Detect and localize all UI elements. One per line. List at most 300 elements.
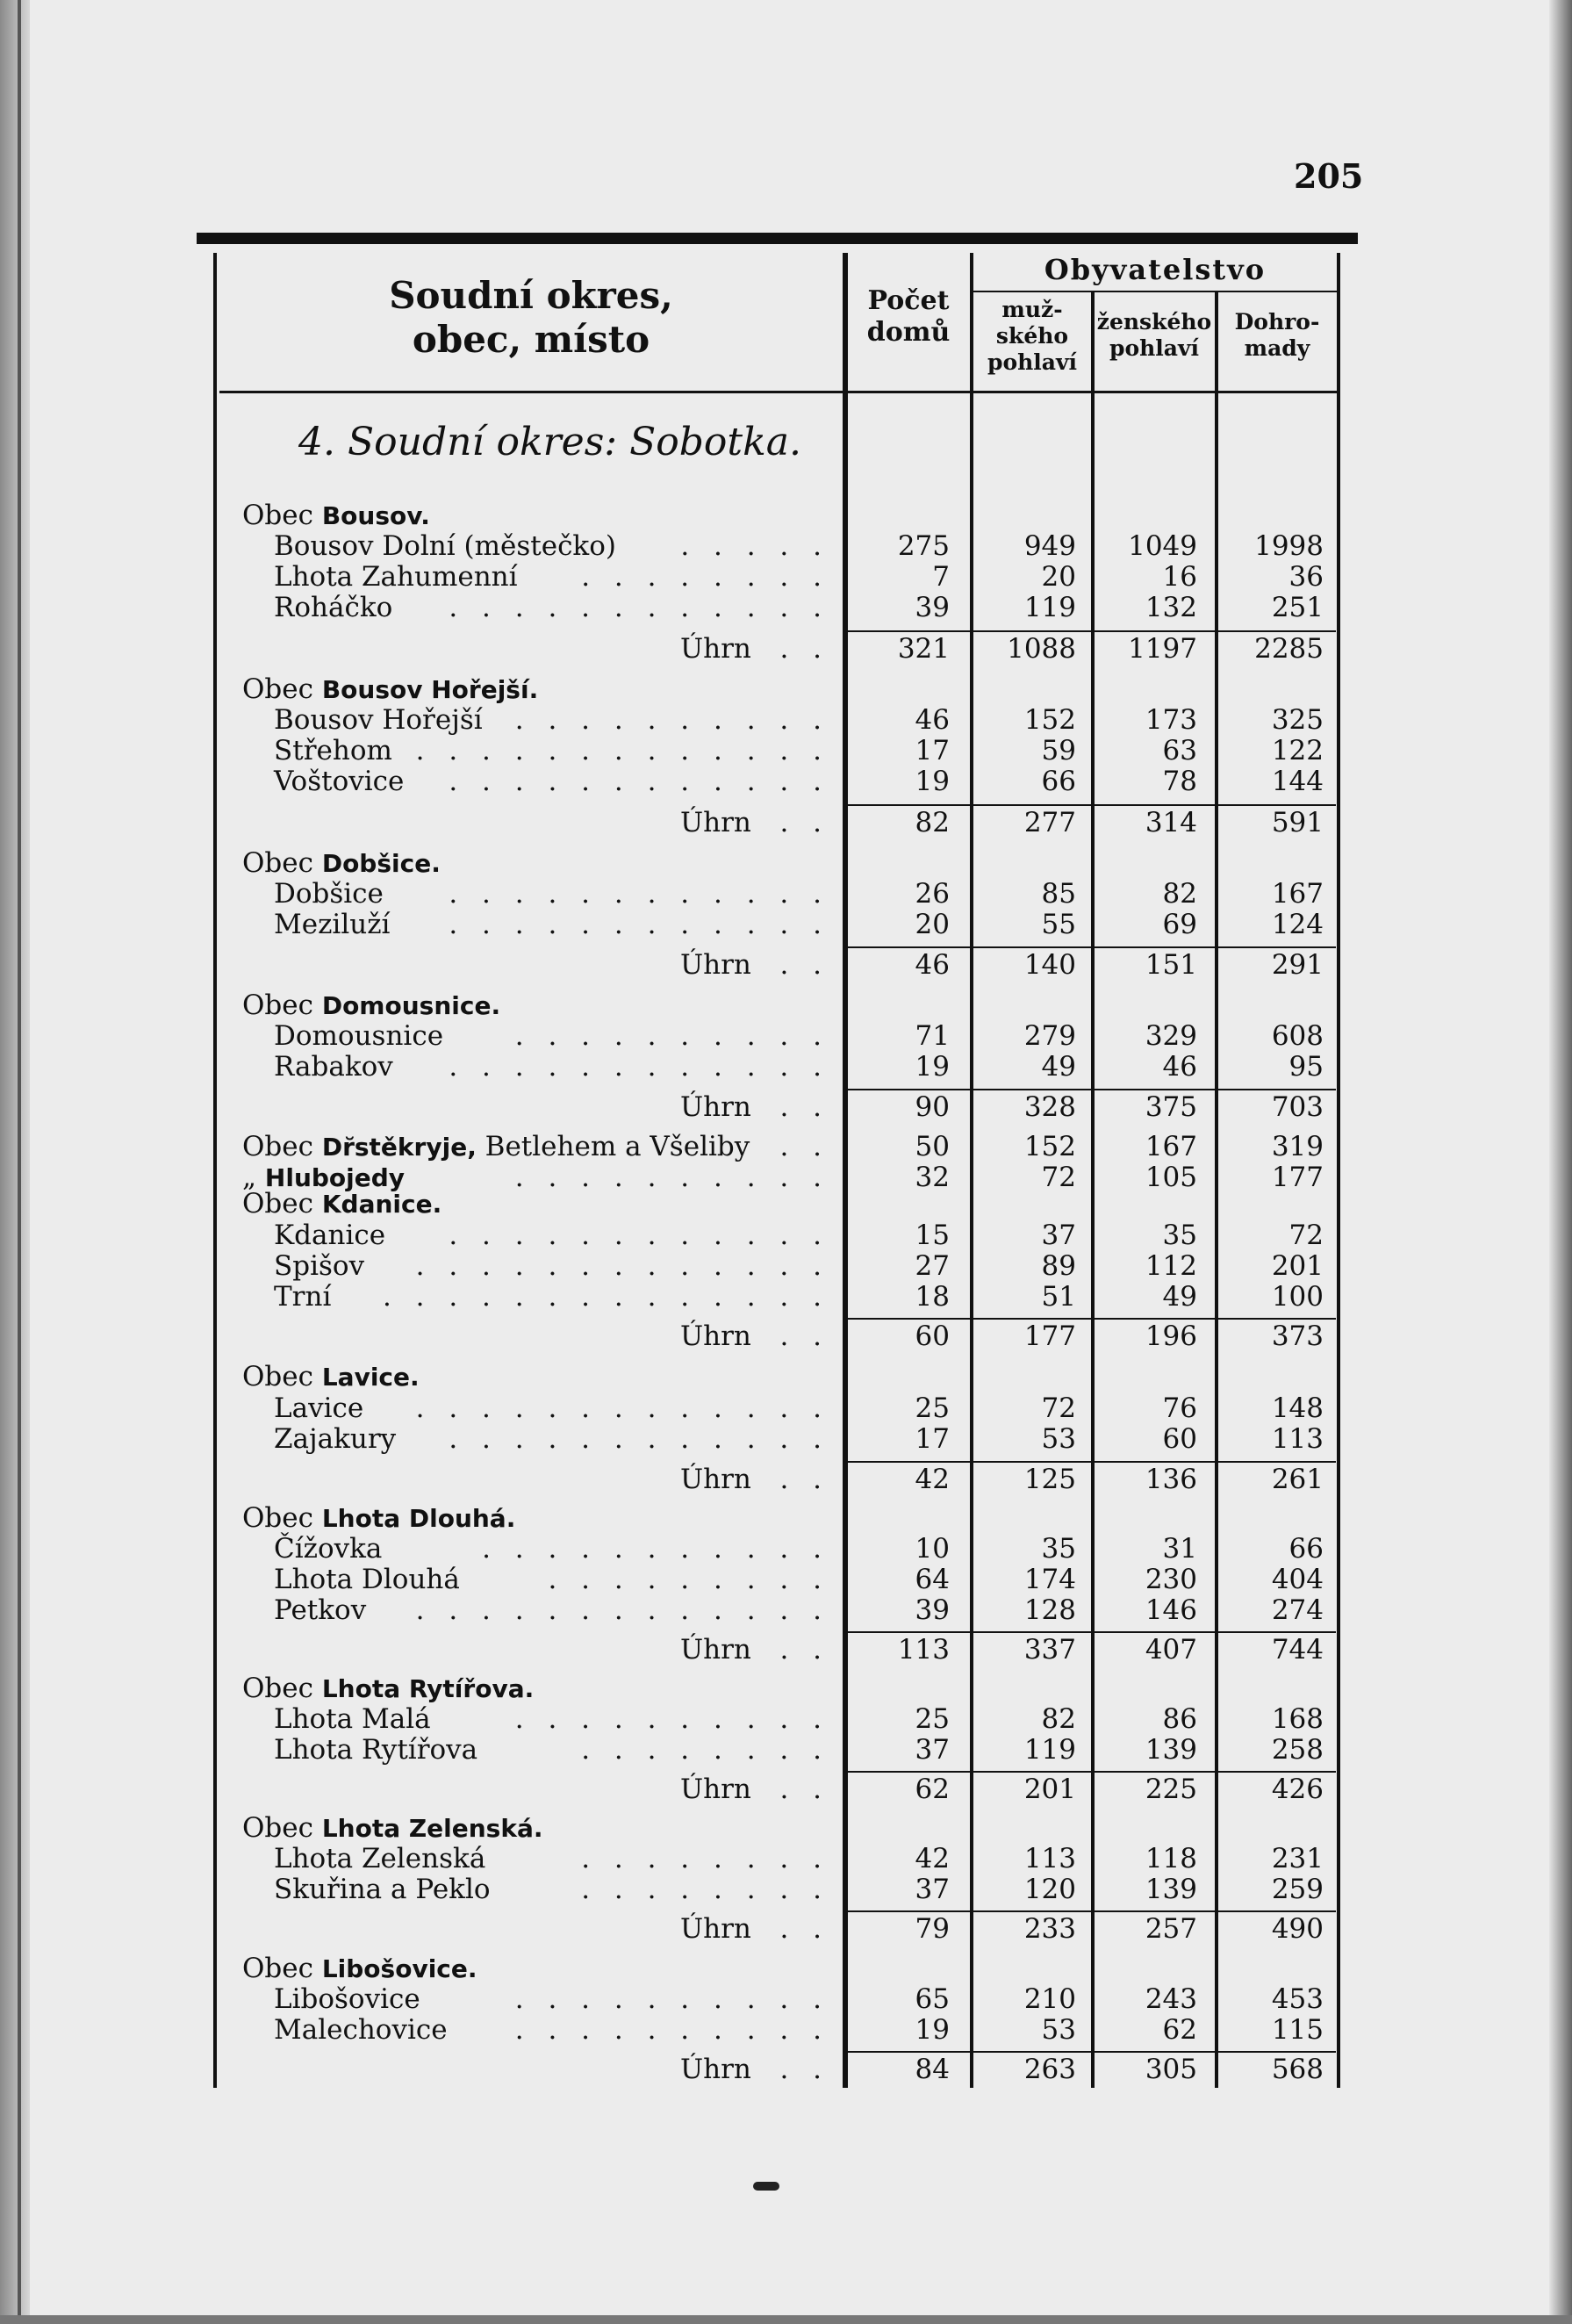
houses-value: 62 <box>915 1774 950 1805</box>
total-value: 373 <box>1271 1320 1324 1352</box>
total-value: 259 <box>1271 1874 1324 1905</box>
houses-value: 113 <box>897 1634 950 1666</box>
male-value: 277 <box>1023 807 1076 838</box>
total-value: 1998 <box>1254 530 1324 562</box>
houses-value: 17 <box>915 735 950 766</box>
houses-value: 19 <box>915 766 950 797</box>
table-row <box>0 705 1572 735</box>
female-value: 62 <box>1162 2014 1197 2046</box>
table-row <box>0 1735 1572 1765</box>
male-value: 35 <box>1041 1533 1076 1565</box>
total-rule <box>846 1318 1336 1320</box>
houses-value: 79 <box>915 1913 950 1945</box>
female-value: 225 <box>1145 1774 1197 1805</box>
row-label: Rabakov <box>274 1051 393 1083</box>
leader-dots: . . . . . . . . . . <box>514 1983 829 2015</box>
row-label: Obec Lhota Rytířova. <box>242 1673 535 1704</box>
municipality-row <box>0 1503 1572 1533</box>
female-value: 196 <box>1145 1320 1197 1352</box>
leader-dots: . . . . . . . . . . . <box>482 1533 829 1565</box>
header-male-column: muž- ského pohlaví <box>987 297 1078 375</box>
row-label: Bousov Hořejší <box>274 704 483 736</box>
leader-dots: . . <box>779 1091 829 1123</box>
row-label: Úhrn <box>680 1913 751 1945</box>
table-row <box>0 593 1572 622</box>
row-label: Úhrn <box>680 1464 751 1495</box>
row-label: Lhota Zelenská <box>274 1843 486 1874</box>
total-rule <box>846 1089 1336 1090</box>
total-value: 66 <box>1288 1533 1324 1565</box>
leader-dots: . . . . . . . . . . <box>514 1703 829 1735</box>
total-value: 36 <box>1288 561 1324 593</box>
female-value: 35 <box>1162 1220 1197 1251</box>
municipality-row <box>0 1189 1572 1219</box>
table-row <box>0 1874 1572 1904</box>
male-value: 20 <box>1041 561 1076 593</box>
municipality-name: Kdanice. <box>321 1190 442 1219</box>
houses-value: 20 <box>915 909 950 940</box>
total-value: 274 <box>1271 1594 1324 1626</box>
total-row <box>0 634 1572 664</box>
houses-value: 275 <box>897 530 950 562</box>
total-row <box>0 1635 1572 1665</box>
total-value: 325 <box>1271 704 1324 736</box>
leader-dots: . . <box>779 1320 829 1352</box>
leader-dots: . . <box>779 1131 829 1162</box>
row-label: Trní <box>274 1281 332 1313</box>
header-name-column: Soudní okres, obec, místo <box>389 274 673 362</box>
section-title: 4. Soudní okres: Sobotka. <box>298 420 801 464</box>
leader-dots: . . <box>779 1774 829 1805</box>
header-houses-column: Počet domů <box>866 285 951 348</box>
row-label: Malechovice <box>274 2014 448 2046</box>
table-row <box>0 1393 1572 1423</box>
municipality-name: Hlubojedy <box>264 1163 406 1192</box>
houses-value: 10 <box>915 1533 950 1565</box>
female-value: 257 <box>1145 1913 1197 1945</box>
row-label: „ Hlubojedy <box>242 1162 406 1193</box>
houses-value: 84 <box>915 2054 950 2085</box>
male-value: 53 <box>1041 1423 1076 1455</box>
female-value: 151 <box>1145 949 1197 981</box>
total-value: 72 <box>1288 1220 1324 1251</box>
houses-value: 27 <box>915 1250 950 1282</box>
total-value: 167 <box>1271 878 1324 910</box>
municipality-name: Bousov. <box>321 501 430 530</box>
leader-dots: . . . . . . . . . . . . <box>449 909 829 940</box>
total-value: 453 <box>1271 1983 1324 2015</box>
houses-value: 321 <box>897 633 950 665</box>
female-value: 305 <box>1145 2054 1197 2085</box>
leader-dots: . . . . . . . . . . <box>514 2014 829 2046</box>
leader-dots: . . . . . . . . <box>581 561 829 593</box>
houses-value: 19 <box>915 2014 950 2046</box>
female-value: 78 <box>1162 766 1197 797</box>
male-value: 53 <box>1041 2014 1076 2046</box>
row-label: Obec Dr̆stěkryje, Betlehem a Všeliby <box>242 1131 750 1162</box>
leader-dots: . . . . . . . . . . . . . <box>415 1392 829 1424</box>
houses-value: 60 <box>915 1320 950 1352</box>
male-value: 125 <box>1023 1464 1076 1495</box>
municipality-row <box>0 1132 1572 1162</box>
female-value: 1197 <box>1128 633 1197 665</box>
male-value: 174 <box>1023 1564 1076 1595</box>
male-value: 55 <box>1041 909 1076 940</box>
total-value: 404 <box>1271 1564 1324 1595</box>
male-value: 1088 <box>1007 633 1076 665</box>
leader-dots: . . . . . . . . . . . . . . <box>382 1281 829 1313</box>
total-value: 144 <box>1271 766 1324 797</box>
leader-dots: . . . . . . . . . . . . <box>449 878 829 910</box>
female-value: 76 <box>1162 1392 1197 1424</box>
leader-dots: . . . . . . . . <box>581 1734 829 1766</box>
houses-value: 39 <box>915 1594 950 1626</box>
total-value: 231 <box>1271 1843 1324 1874</box>
female-value: 46 <box>1162 1051 1197 1083</box>
male-value: 120 <box>1023 1874 1076 1905</box>
female-value: 69 <box>1162 909 1197 940</box>
leader-dots: . . . . . . . . . . <box>514 1020 829 1052</box>
municipality-name: Bousov Hořejší. <box>321 675 539 704</box>
header-population-group: Obyvatelstvo <box>1044 253 1267 286</box>
female-value: 167 <box>1145 1131 1197 1162</box>
total-rule <box>846 630 1336 632</box>
female-value: 105 <box>1145 1162 1197 1193</box>
municipality-row <box>0 1362 1572 1392</box>
total-row <box>0 1092 1572 1122</box>
total-rule <box>846 946 1336 948</box>
female-value: 16 <box>1162 561 1197 593</box>
total-row <box>0 1914 1572 1944</box>
row-label: Dobšice <box>274 878 384 910</box>
female-value: 112 <box>1145 1250 1197 1282</box>
female-value: 86 <box>1162 1703 1197 1735</box>
houses-value: 17 <box>915 1423 950 1455</box>
male-value: 72 <box>1041 1162 1076 1193</box>
row-label: Kdanice <box>274 1220 386 1251</box>
male-value: 233 <box>1023 1913 1076 1945</box>
table-row <box>0 1220 1572 1250</box>
header-total-column: Dohro- mady <box>1234 309 1320 361</box>
total-value: 113 <box>1271 1423 1324 1455</box>
female-value: 146 <box>1145 1594 1197 1626</box>
leader-dots: . . <box>779 1464 829 1495</box>
total-value: 95 <box>1288 1051 1324 1083</box>
total-value: 2285 <box>1254 633 1324 665</box>
leader-dots: . . . . . . . . . . <box>514 1162 829 1193</box>
total-row <box>0 1774 1572 1804</box>
leader-dots: . . . . . . . . . . . . <box>449 766 829 797</box>
table-row <box>0 910 1572 939</box>
table-row <box>0 2015 1572 2045</box>
row-label: Úhrn <box>680 1634 751 1666</box>
female-value: 118 <box>1145 1843 1197 1874</box>
houses-value: 37 <box>915 1734 950 1766</box>
group-header-rule <box>970 291 1339 292</box>
table-row <box>0 766 1572 796</box>
total-value: 490 <box>1271 1913 1324 1945</box>
male-value: 279 <box>1023 1020 1076 1052</box>
houses-value: 46 <box>915 949 950 981</box>
total-rule <box>846 1631 1336 1633</box>
male-value: 51 <box>1041 1281 1076 1313</box>
female-value: 375 <box>1145 1091 1197 1123</box>
municipality-row <box>0 500 1572 530</box>
leader-dots: . . <box>779 807 829 838</box>
houses-value: 42 <box>915 1843 950 1874</box>
total-value: 122 <box>1271 735 1324 766</box>
leader-dots: . . . . . . . . . . . . . <box>415 1250 829 1282</box>
leader-dots: . . . . . . . . . <box>548 1564 829 1595</box>
row-label: Obec Dobšice. <box>242 847 441 879</box>
row-label: Skuřina a Peklo <box>274 1874 491 1905</box>
houses-value: 19 <box>915 1051 950 1083</box>
houses-value: 71 <box>915 1020 950 1052</box>
table-row <box>0 1052 1572 1082</box>
male-value: 89 <box>1041 1250 1076 1282</box>
total-row <box>0 2054 1572 2084</box>
municipality-name: Libošovice. <box>321 1954 477 1983</box>
row-label: Obec Lhota Dlouhá. <box>242 1502 516 1534</box>
row-label: Obec Domousnice. <box>242 989 501 1021</box>
total-rule <box>846 1461 1336 1463</box>
municipality-row <box>0 1673 1572 1703</box>
leader-dots: . . . . . . . . . . <box>514 704 829 736</box>
female-value: 407 <box>1145 1634 1197 1666</box>
male-value: 328 <box>1023 1091 1076 1123</box>
row-label: Obec Libošovice. <box>242 1953 477 1984</box>
municipality-name: Lhota Dlouhá. <box>321 1504 516 1533</box>
municipality-name: Dobšice. <box>321 849 441 878</box>
header-female-column: ženského pohlaví <box>1096 309 1212 361</box>
total-value: 261 <box>1271 1464 1324 1495</box>
leader-dots: . . . . . . . . . . . . <box>449 1423 829 1455</box>
male-value: 37 <box>1041 1220 1076 1251</box>
houses-value: 15 <box>915 1220 950 1251</box>
total-value: 591 <box>1271 807 1324 838</box>
houses-value: 25 <box>915 1392 950 1424</box>
male-value: 210 <box>1023 1983 1076 2015</box>
female-value: 1049 <box>1128 530 1197 562</box>
houses-value: 32 <box>915 1162 950 1193</box>
total-rule <box>846 1771 1336 1773</box>
municipality-row <box>0 848 1572 878</box>
female-value: 230 <box>1145 1564 1197 1595</box>
leader-dots: . . <box>779 2054 829 2085</box>
header-bottom-rule <box>219 391 1339 393</box>
male-value: 263 <box>1023 2054 1076 2085</box>
female-value: 243 <box>1145 1983 1197 2015</box>
male-value: 337 <box>1023 1634 1076 1666</box>
leader-dots: . . . . . . . . . . . . . <box>415 1594 829 1626</box>
row-label: Libošovice <box>274 1983 420 2015</box>
row-label: Lhota Zahumenní <box>274 561 518 593</box>
municipality-name: Lhota Zelenská. <box>321 1814 543 1843</box>
female-value: 60 <box>1162 1423 1197 1455</box>
total-value: 258 <box>1271 1734 1324 1766</box>
table-row <box>0 1595 1572 1625</box>
leader-dots: . . . . . . . . <box>581 1874 829 1905</box>
total-value: 426 <box>1271 1774 1324 1805</box>
total-row <box>0 808 1572 838</box>
municipality-name: Dr̆stěkryje, <box>321 1133 477 1162</box>
municipality-name: Lhota Rytířova. <box>321 1674 535 1703</box>
row-label: Úhrn <box>680 1774 751 1805</box>
houses-value: 26 <box>915 878 950 910</box>
houses-value: 25 <box>915 1703 950 1735</box>
total-value: 744 <box>1271 1634 1324 1666</box>
municipality-name: Lavice. <box>321 1363 420 1392</box>
houses-value: 64 <box>915 1564 950 1595</box>
row-label: Zajakury <box>274 1423 397 1455</box>
total-value: 703 <box>1271 1091 1324 1123</box>
male-value: 152 <box>1023 1131 1076 1162</box>
male-value: 85 <box>1041 878 1076 910</box>
total-value: 568 <box>1271 2054 1324 2085</box>
male-value: 140 <box>1023 949 1076 981</box>
male-value: 82 <box>1041 1703 1076 1735</box>
row-label: Lavice <box>274 1392 364 1424</box>
leader-dots: . . . . . <box>680 530 829 562</box>
row-label: Obec Lhota Zelenská. <box>242 1812 543 1844</box>
row-label: Úhrn <box>680 1091 751 1123</box>
row-label: Lhota Dlouhá <box>274 1564 460 1595</box>
female-value: 139 <box>1145 1874 1197 1905</box>
municipality-row <box>0 990 1572 1020</box>
row-label: Čížovka <box>274 1533 383 1565</box>
table-row <box>0 1704 1572 1734</box>
houses-value: 50 <box>915 1131 950 1162</box>
municipality-row <box>0 674 1572 704</box>
table-row <box>0 1534 1572 1564</box>
municipality-row <box>0 1953 1572 1983</box>
row-label: Úhrn <box>680 2054 751 2085</box>
male-value: 113 <box>1023 1843 1076 1874</box>
scan-bottom-edge <box>0 2315 1572 2324</box>
table-row <box>0 736 1572 766</box>
total-row <box>0 950 1572 980</box>
male-value: 49 <box>1041 1051 1076 1083</box>
total-value: 251 <box>1271 592 1324 623</box>
leader-dots: . . . . . . . . . . . . <box>449 592 829 623</box>
female-value: 49 <box>1162 1281 1197 1313</box>
total-value: 124 <box>1271 909 1324 940</box>
row-label: Petkov <box>274 1594 367 1626</box>
row-label: Úhrn <box>680 1320 751 1352</box>
table-row <box>0 1424 1572 1454</box>
male-value: 119 <box>1023 592 1076 623</box>
row-label: Obec Kdanice. <box>242 1188 442 1220</box>
table-row <box>0 1251 1572 1281</box>
total-rule <box>846 2051 1336 2053</box>
row-label: Bousov Dolní (městečko) <box>274 530 616 562</box>
total-value: 100 <box>1271 1281 1324 1313</box>
female-value: 329 <box>1145 1020 1197 1052</box>
row-label: Spišov <box>274 1250 365 1282</box>
male-value: 128 <box>1023 1594 1076 1626</box>
houses-value: 82 <box>915 807 950 838</box>
female-value: 132 <box>1145 592 1197 623</box>
total-rule <box>846 1910 1336 1912</box>
total-value: 168 <box>1271 1703 1324 1735</box>
houses-value: 65 <box>915 1983 950 2015</box>
row-label: Domousnice <box>274 1020 444 1052</box>
municipality-row <box>0 1813 1572 1843</box>
male-value: 201 <box>1023 1774 1076 1805</box>
municipality-row <box>0 1162 1572 1192</box>
total-value: 148 <box>1271 1392 1324 1424</box>
leader-dots: . . . . . . . . . . . . . <box>415 735 829 766</box>
leader-dots: . . <box>779 633 829 665</box>
houses-value: 18 <box>915 1281 950 1313</box>
total-value: 319 <box>1271 1131 1324 1162</box>
row-label: Roháčko <box>274 592 393 623</box>
total-value: 177 <box>1271 1162 1324 1193</box>
row-label: Voštovice <box>274 766 405 797</box>
total-row <box>0 1321 1572 1351</box>
row-label: Obec Lavice. <box>242 1361 420 1392</box>
male-value: 59 <box>1041 735 1076 766</box>
row-label: Obec Bousov. <box>242 500 430 531</box>
row-label: Lhota Rytířova <box>274 1734 478 1766</box>
houses-value: 42 <box>915 1464 950 1495</box>
row-label: Úhrn <box>680 949 751 981</box>
female-value: 139 <box>1145 1734 1197 1766</box>
table-row <box>0 1021 1572 1051</box>
table-top-rule <box>197 233 1358 244</box>
male-value: 949 <box>1023 530 1076 562</box>
row-label: Obec Bousov Hořejší. <box>242 673 539 705</box>
print-mark <box>753 2182 779 2191</box>
houses-value: 90 <box>915 1091 950 1123</box>
houses-value: 46 <box>915 704 950 736</box>
male-value: 152 <box>1023 704 1076 736</box>
leader-dots: . . <box>779 949 829 981</box>
row-label: Lhota Malá <box>274 1703 431 1735</box>
leader-dots: . . . . . . . . . . . . <box>449 1051 829 1083</box>
female-value: 31 <box>1162 1533 1197 1565</box>
table-row <box>0 879 1572 909</box>
table-row <box>0 1565 1572 1594</box>
page-number: 205 <box>1294 156 1364 196</box>
leader-dots: . . . . . . . . . . . . <box>449 1220 829 1251</box>
total-value: 608 <box>1271 1020 1324 1052</box>
table-row <box>0 1984 1572 2014</box>
leader-dots: . . <box>779 1913 829 1945</box>
row-label: Střehom <box>274 735 392 766</box>
houses-value: 37 <box>915 1874 950 1905</box>
female-value: 82 <box>1162 878 1197 910</box>
houses-value: 7 <box>932 561 950 593</box>
table-row <box>0 1282 1572 1312</box>
houses-value: 39 <box>915 592 950 623</box>
table-row <box>0 531 1572 561</box>
row-label: Meziluží <box>274 909 391 940</box>
leader-dots: . . . . . . . . <box>581 1843 829 1874</box>
female-value: 63 <box>1162 735 1197 766</box>
female-value: 173 <box>1145 704 1197 736</box>
table-row <box>0 562 1572 592</box>
total-value: 201 <box>1271 1250 1324 1282</box>
row-label: Úhrn <box>680 633 751 665</box>
leader-dots: . . <box>779 1634 829 1666</box>
female-value: 314 <box>1145 807 1197 838</box>
male-value: 72 <box>1041 1392 1076 1424</box>
male-value: 177 <box>1023 1320 1076 1352</box>
total-value: 115 <box>1271 2014 1324 2046</box>
male-value: 119 <box>1023 1734 1076 1766</box>
row-label: Úhrn <box>680 807 751 838</box>
